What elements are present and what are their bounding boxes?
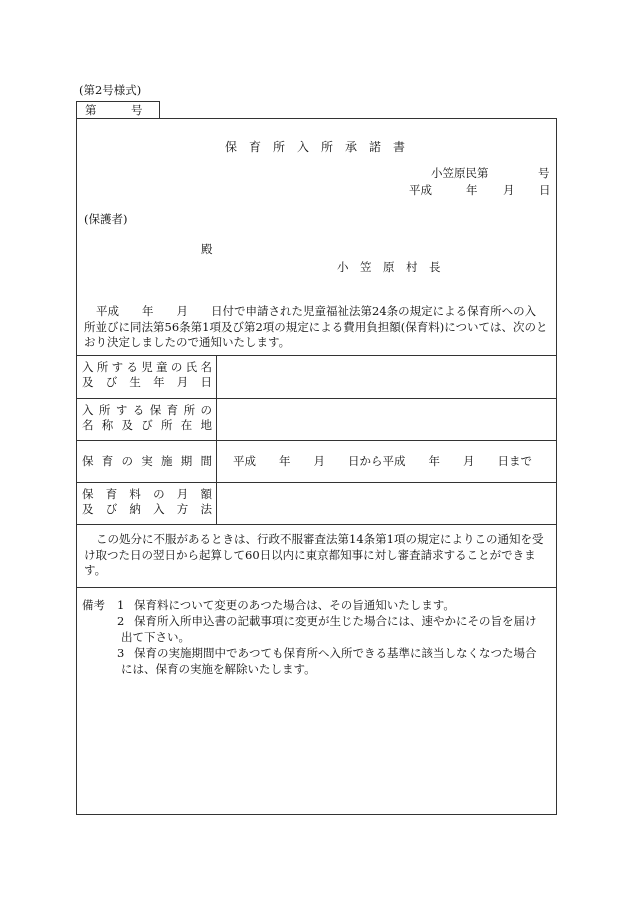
remark-text: 保育所入所申込書の記載事項に変更が生じた場合には、速やかにその旨を届け	[134, 614, 537, 628]
date-day: 日	[539, 183, 551, 197]
doc-number-suffix: 号	[538, 166, 550, 180]
table-line	[76, 524, 557, 525]
document-title: 保 育 所 入 所 承 諾 書	[224, 140, 405, 154]
date-era: 平成	[409, 183, 432, 197]
remark-number: 3	[117, 646, 125, 660]
number-box-prefix: 第	[85, 103, 97, 117]
doc-number-prefix: 小笠原民第	[431, 166, 489, 180]
row-label-care-period: 保育の実施期間	[82, 454, 212, 468]
remarks-label: 備考	[82, 598, 105, 612]
row-label-child-name-birthdate: 入所する児童の氏名 及び生年月日	[82, 360, 212, 389]
row-label-monthly-fee-payment: 保育料の月額 及び納入方法	[82, 487, 212, 516]
number-box-suffix: 号	[131, 103, 143, 117]
remark-text-continued: 出て下さい。	[121, 630, 190, 644]
table-line	[76, 482, 557, 483]
table-column-divider	[216, 355, 217, 524]
table-line	[76, 355, 557, 356]
date-year: 年	[466, 183, 478, 197]
form-number-label: (第2号様式)	[79, 83, 142, 97]
remark-text: 保育料について変更のあつた場合は、その旨通知いたします。	[134, 598, 455, 612]
document-number-box	[76, 101, 160, 119]
issuer-name: 小 笠 原 村 長	[337, 260, 441, 274]
row-value-care-period: 平成 年 月 日から平成 年 月 日まで	[233, 454, 532, 468]
date-month: 月	[503, 183, 515, 197]
remark-text-continued: には、保育の実施を解除いたします。	[121, 662, 316, 676]
remark-number: 1	[117, 598, 125, 612]
guardian-label: (保護者)	[84, 212, 128, 226]
table-line	[76, 398, 557, 399]
row-label-facility-name-address: 入所する保育所の 名称及び所在地	[82, 403, 212, 432]
remark-text: 保育の実施期間中であつても保育所へ入所できる基準に該当しなくなつた場合	[134, 646, 537, 660]
honorific: 殿	[201, 242, 213, 256]
remark-number: 2	[117, 614, 125, 628]
section-divider	[76, 587, 557, 588]
table-line	[76, 440, 557, 441]
notice-body: 平成 年 月 日付で申請された児童福祉法第24条の規定による保育所への入 所並びに同法第56条第1項及び第2項の規定による費用負担額(保育料)については、次のと おり決定しましたので通知いたします。	[84, 304, 548, 349]
appeal-notice: この処分に不服があるときは、行政不服審査法第14条第1項の規定によりこの通知を受 け取つた日の翌日から起算して60日以内に東京都知事に対し審査請求することができま す。	[84, 532, 544, 577]
